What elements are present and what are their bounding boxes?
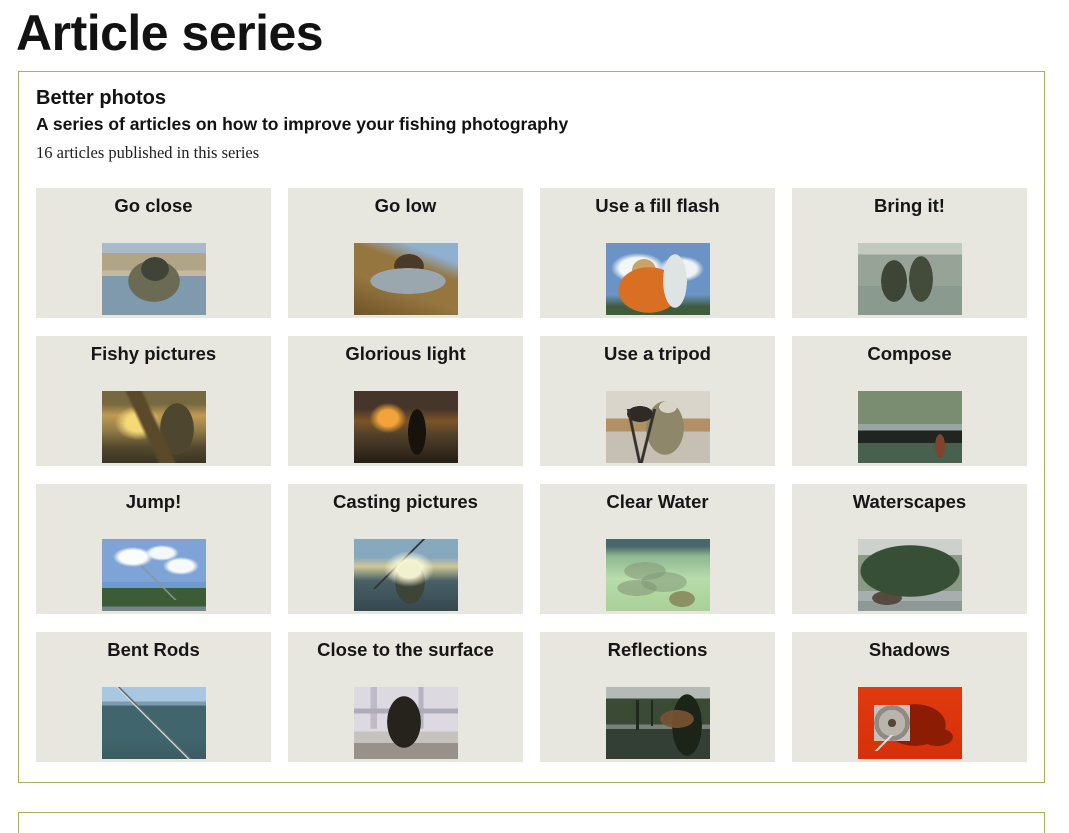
series-subtitle: A series of articles on how to improve your fishing photography [36, 114, 569, 134]
page-title: Article series [16, 5, 324, 61]
article-card[interactable] [792, 188, 1027, 318]
use-a-fill-flash-photo [606, 243, 710, 315]
article-title: Use a fill flash [595, 195, 720, 216]
bent-rods-photo [102, 687, 206, 759]
article-card[interactable] [36, 484, 271, 614]
compose-photo [858, 391, 962, 463]
article-title: Shadows [868, 639, 951, 660]
use-a-tripod-photo [606, 391, 710, 463]
article-title: Go close [114, 195, 193, 216]
jump-photo [102, 539, 206, 611]
waterscapes-photo [858, 539, 962, 611]
article-card[interactable] [540, 632, 775, 762]
article-card[interactable] [288, 336, 523, 466]
article-card[interactable] [36, 336, 271, 466]
article-title: Reflections [607, 639, 708, 660]
article-title: Clear Water [606, 491, 709, 512]
article-title: Jump! [125, 491, 182, 512]
go-close-photo [102, 243, 206, 315]
article-card[interactable] [792, 484, 1027, 614]
series-published-count: 16 articles published in this series [36, 143, 260, 162]
casting-pictures-photo [354, 539, 458, 611]
clear-water-photo [606, 539, 710, 611]
article-grid [36, 188, 1027, 762]
article-title: Bent Rods [107, 639, 200, 660]
article-card[interactable] [288, 632, 523, 762]
series-panel-better-photos [18, 71, 1045, 783]
go-low-photo [354, 243, 458, 315]
article-card[interactable] [540, 484, 775, 614]
next-series-panel [18, 812, 1045, 833]
article-title: Bring it! [874, 195, 945, 216]
article-title: Close to the surface [317, 639, 494, 660]
article-title: Use a tripod [604, 343, 711, 364]
close-to-the-surface-photo [354, 687, 458, 759]
article-card[interactable] [792, 632, 1027, 762]
reflections-photo [606, 687, 710, 759]
article-title: Fishy pictures [90, 343, 217, 364]
article-title: Glorious light [345, 343, 466, 364]
shadows-photo [858, 687, 962, 759]
article-card[interactable] [36, 632, 271, 762]
article-card[interactable] [792, 336, 1027, 466]
article-card[interactable] [288, 188, 523, 318]
article-title: Go low [374, 195, 437, 216]
article-title: Casting pictures [333, 491, 478, 512]
article-card[interactable] [540, 336, 775, 466]
article-card[interactable] [36, 188, 271, 318]
glorious-light-photo [354, 391, 458, 463]
series-title: Better photos [36, 87, 166, 109]
article-card[interactable] [288, 484, 523, 614]
article-card[interactable] [540, 188, 775, 318]
article-title: Waterscapes [852, 491, 967, 512]
bring-it-photo [858, 243, 962, 315]
fishy-pictures-photo [102, 391, 206, 463]
article-title: Compose [867, 343, 952, 364]
